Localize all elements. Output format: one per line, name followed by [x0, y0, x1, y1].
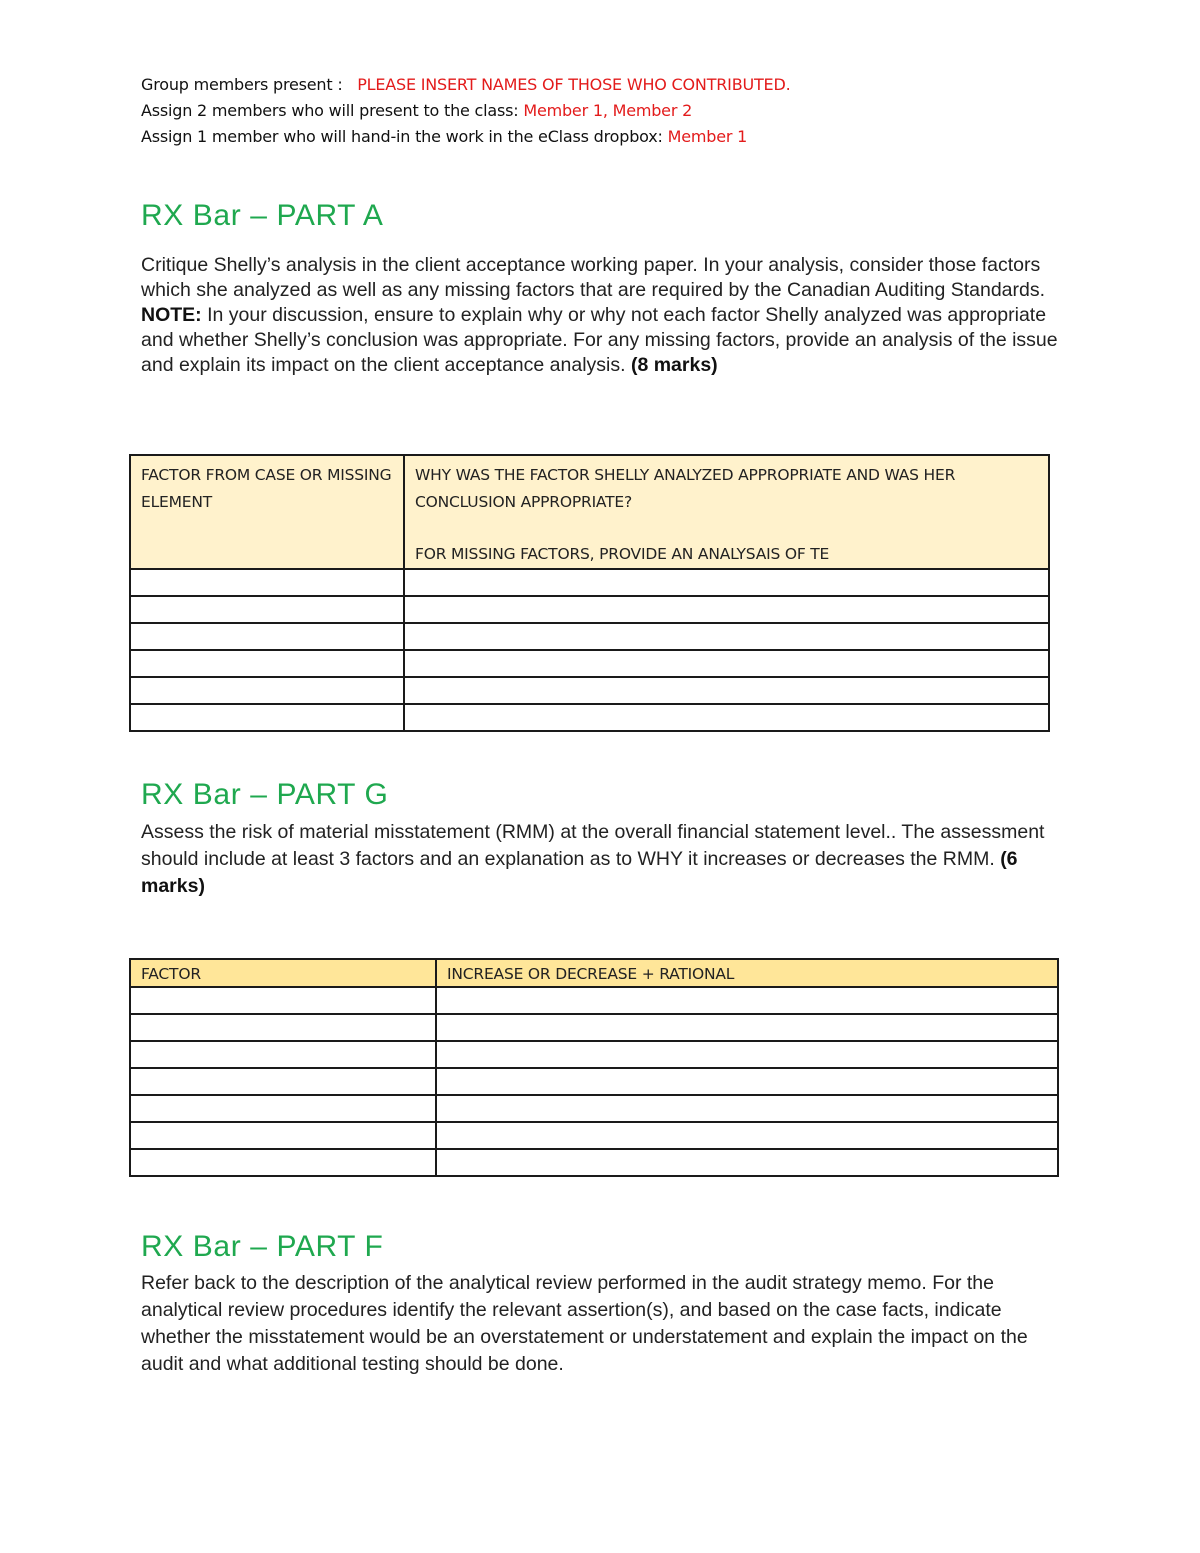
group-members-line	[141, 75, 790, 94]
part-a-table	[129, 454, 1050, 732]
table-cell[interactable]	[130, 596, 404, 623]
table-cell[interactable]	[404, 596, 1049, 623]
table-cell[interactable]	[130, 1041, 436, 1068]
table-cell[interactable]	[436, 1095, 1058, 1122]
group-members-label: Group members present :	[141, 75, 343, 94]
table-row	[130, 1095, 1058, 1122]
table-cell[interactable]	[130, 1068, 436, 1095]
table-row	[130, 987, 1058, 1014]
table-row	[130, 704, 1049, 731]
part-g-instructions	[141, 819, 1071, 900]
table-cell[interactable]	[130, 1014, 436, 1041]
part-a-col2-header	[404, 455, 1049, 569]
table-row	[130, 1149, 1058, 1176]
table-cell[interactable]	[130, 1122, 436, 1149]
part-a-marks: (8 marks)	[630, 354, 718, 376]
part-a-text-2: In your discussion, ensure to explain why or why not each factor Shelly analyzed was appropriate and whether Shelly’s conclusion was appropriate. For any missing factors, provide an analysis of the issue and explain its impact on the client acceptance analysis.	[141, 304, 1058, 376]
table-cell[interactable]	[404, 704, 1049, 731]
table-row	[130, 1014, 1058, 1041]
table-cell[interactable]	[130, 569, 404, 596]
table-cell[interactable]	[130, 677, 404, 704]
handin-member-label: Assign 1 member who will hand-in the work in the eClass dropbox:	[141, 127, 663, 146]
table-row	[130, 1041, 1058, 1068]
part-f-instructions	[141, 1270, 1071, 1378]
part-g-col1-header: FACTOR	[130, 959, 436, 987]
present-members-label: Assign 2 members who will present to the class:	[141, 101, 519, 120]
table-row	[130, 623, 1049, 650]
table-cell[interactable]	[436, 1068, 1058, 1095]
table-cell[interactable]	[130, 1149, 436, 1176]
part-a-col1-header: FACTOR FROM CASE OR MISSING ELEMENT	[130, 455, 404, 569]
part-a-col2-header-line1: WHY WAS THE FACTOR SHELLY ANALYZED APPROPRIATE AND WAS HER CONCLUSION APPROPRIATE?	[415, 466, 956, 511]
table-row	[130, 650, 1049, 677]
part-g-col2-header: INCREASE OR DECREASE + RATIONAL	[436, 959, 1058, 987]
part-a-instructions	[141, 253, 1071, 378]
part-a-text-1: Critique Shelly’s analysis in the client acceptance working paper. In your analysis, consider those factors which she analyzed as well as any missing factors that are required by the Canadian Auditing Standards.	[141, 254, 1046, 301]
table-row	[130, 569, 1049, 596]
table-cell[interactable]	[130, 1095, 436, 1122]
table-cell[interactable]	[436, 1149, 1058, 1176]
table-cell[interactable]	[404, 569, 1049, 596]
table-cell[interactable]	[436, 987, 1058, 1014]
table-cell[interactable]	[130, 987, 436, 1014]
table-row	[130, 1122, 1058, 1149]
handin-member-line	[141, 127, 747, 146]
table-cell[interactable]	[130, 650, 404, 677]
part-a-note-label: NOTE:	[141, 304, 202, 326]
present-members-line	[141, 101, 692, 120]
table-cell[interactable]	[404, 650, 1049, 677]
part-a-col2-header-line2: FOR MISSING FACTORS, PROVIDE AN ANALYSAIS OF TE	[415, 545, 830, 563]
table-cell[interactable]	[130, 623, 404, 650]
table-row	[130, 596, 1049, 623]
table-row	[130, 677, 1049, 704]
table-cell[interactable]	[436, 1014, 1058, 1041]
table-cell[interactable]	[404, 623, 1049, 650]
part-g-table-header	[130, 959, 1058, 987]
part-g-marks: (6 marks)	[141, 848, 1018, 897]
table-cell[interactable]	[130, 704, 404, 731]
table-row	[130, 1068, 1058, 1095]
table-cell[interactable]	[436, 1041, 1058, 1068]
handin-member-value: Member 1	[667, 127, 748, 146]
part-f-title: RX Bar – PART F	[141, 1230, 384, 1263]
part-f-text: Refer back to the description of the analytical review performed in the audit strategy memo. For the analytical review procedures identify the relevant assertion(s), and based on the case facts, indicate whether the misstatement would be an overstatement or understatement and explain the impact on the audit and what additional testing should be done.	[141, 1272, 1028, 1375]
part-g-text: Assess the risk of material misstatement (RMM) at the overall financial statement level.. The assessment should include at least 3 factors and an explanation as to WHY it increases or decreases the RMM.	[141, 821, 1045, 870]
table-cell[interactable]	[436, 1122, 1058, 1149]
part-g-title: RX Bar – PART G	[141, 778, 389, 811]
present-members-value: Member 1, Member 2	[523, 101, 693, 120]
part-g-table	[129, 958, 1059, 1177]
table-cell[interactable]	[404, 677, 1049, 704]
part-a-title: RX Bar – PART A	[141, 199, 384, 232]
part-a-table-header	[130, 455, 1049, 569]
group-members-value: PLEASE INSERT NAMES OF THOSE WHO CONTRIBUTED.	[357, 75, 791, 94]
